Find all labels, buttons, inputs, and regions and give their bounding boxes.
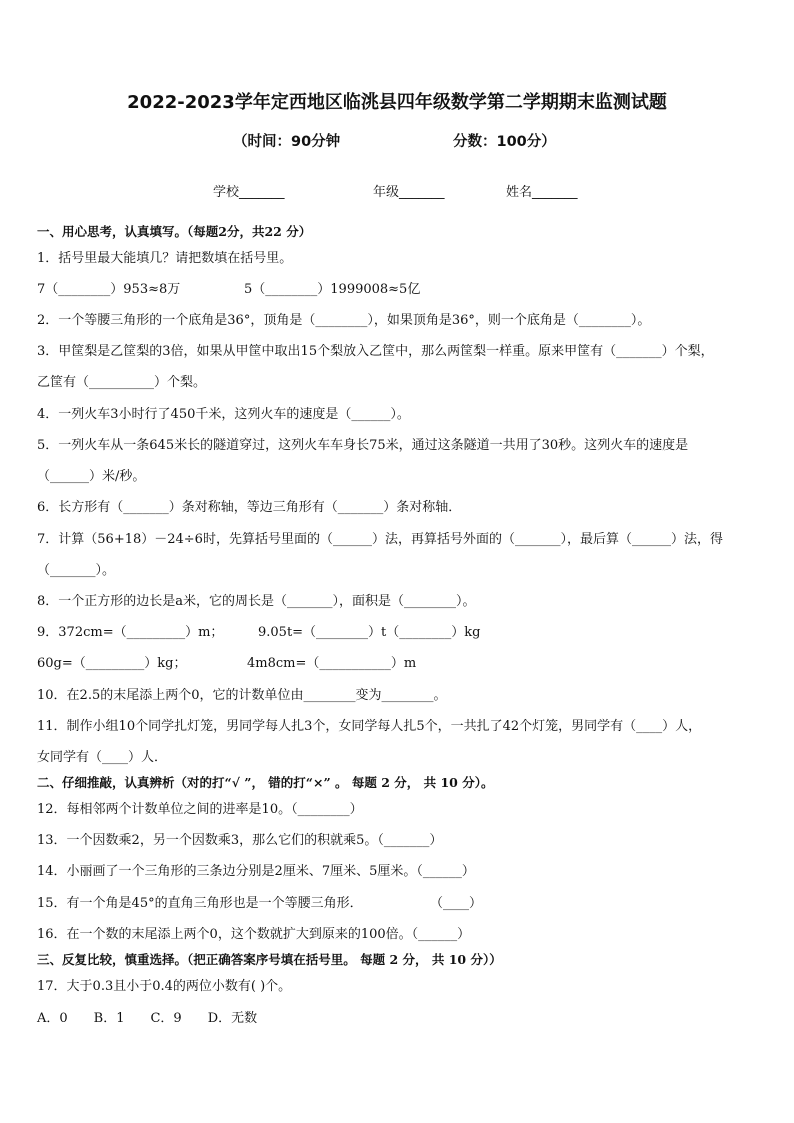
question-7-line-2: （_______）。 <box>37 563 116 578</box>
question-13: 13．一个因数乘2，另一个因数乘3，那么它们的积就乘5。（_______） <box>37 833 443 848</box>
question-9c: 60g=（_________）kg； <box>37 656 187 671</box>
question-7-line-1: 7．计算（56+18）－24÷6时，先算括号里面的（______）法，再算括号外面的（_______），最后算（______）法，得 <box>37 532 723 547</box>
question-9b: 9.05t=（________）t（________）kg <box>258 625 481 640</box>
question-5-line-1: 5．一列火车从一条645米长的隧道穿过，这列火车车身长75米，通过这条隧道一共用了30秒。这列火车的速度是 <box>37 438 689 453</box>
question-3-line-1: 3．甲筐梨是乙筐梨的3倍，如果从甲筐中取出15个梨放入乙筐中，那么两筐梨一样重。原来甲筐有（_______）个梨， <box>37 344 714 359</box>
section-2-heading: 二、仔细推敲，认真辨析（对的打“√ ”， 错的打“×” 。 每题 2 分， 共 10 分）。 <box>37 775 494 790</box>
question-1: 1．括号里最大能填几？请把数填在括号里。 <box>37 251 293 266</box>
question-10: 10．在2.5的末尾添上两个0，它的计数单位由________变为________。 <box>37 688 447 703</box>
question-14: 14．小丽画了一个三角形的三条边分别是2厘米、7厘米、5厘米。（______） <box>37 864 475 879</box>
question-4: 4．一列火车3小时行了450千米，这列火车的速度是（______）。 <box>37 407 410 422</box>
name-field: 姓名_______ <box>506 185 578 200</box>
section-3-heading: 三、反复比较，慎重选择。（把正确答案序号填在括号里。 每题 2 分， 共 10 分）） <box>37 952 502 967</box>
question-15: 15．有一个角是45°的直角三角形也是一个等腰三角形． <box>37 896 363 911</box>
question-8: 8．一个正方形的边长是a米，它的周长是（_______），面积是（________）。 <box>37 594 476 609</box>
question-9a: 9．372cm=（_________）m； <box>37 625 224 640</box>
question-12: 12．每相邻两个计数单位之间的进率是10。（________） <box>37 802 363 817</box>
question-1a: 7（________）953≈8万 <box>37 282 181 297</box>
grade-field: 年级_______ <box>373 185 445 200</box>
section-1-heading: 一、用心思考，认真填写。（每题2分，共22 分） <box>37 224 312 239</box>
question-5-line-2: （______）米/秒。 <box>37 469 146 484</box>
exam-title: 2022-2023学年定西地区临洮县四年级数学第二学期期末监测试题 <box>127 92 667 113</box>
score-label: 分数：100分） <box>453 134 556 150</box>
question-6: 6．长方形有（_______）条对称轴，等边三角形有（_______）条对称轴． <box>37 500 462 515</box>
question-1b: 5（________）1999008≈5亿 <box>244 282 421 297</box>
question-11-line-1: 11．制作小组10个同学扎灯笼，男同学每人扎3个，女同学每人扎5个，一共扎了42个灯笼，男同学有（____）人， <box>37 719 702 734</box>
time-label: （时间：90分钟 <box>233 134 341 150</box>
question-2: 2．一个等腰三角形的一个底角是36°，顶角是（________），如果顶角是36°，则一个底角是（________）。 <box>37 313 651 328</box>
question-11-line-2: 女同学有（____）人． <box>37 750 168 765</box>
question-17-options: A．0 B．1 C．9 D．无数 <box>37 1011 258 1026</box>
question-15-blank: （____） <box>430 896 483 911</box>
school-field: 学校_______ <box>213 185 285 200</box>
question-9d: 4m8cm=（___________）m <box>247 656 417 671</box>
question-3-line-2: 乙筐有（__________）个梨。 <box>37 375 207 390</box>
question-16: 16．在一个数的末尾添上两个0，这个数就扩大到原来的100倍。（______） <box>37 927 471 942</box>
question-17: 17．大于0.3且小于0.4的两位小数有( )个。 <box>37 979 292 994</box>
